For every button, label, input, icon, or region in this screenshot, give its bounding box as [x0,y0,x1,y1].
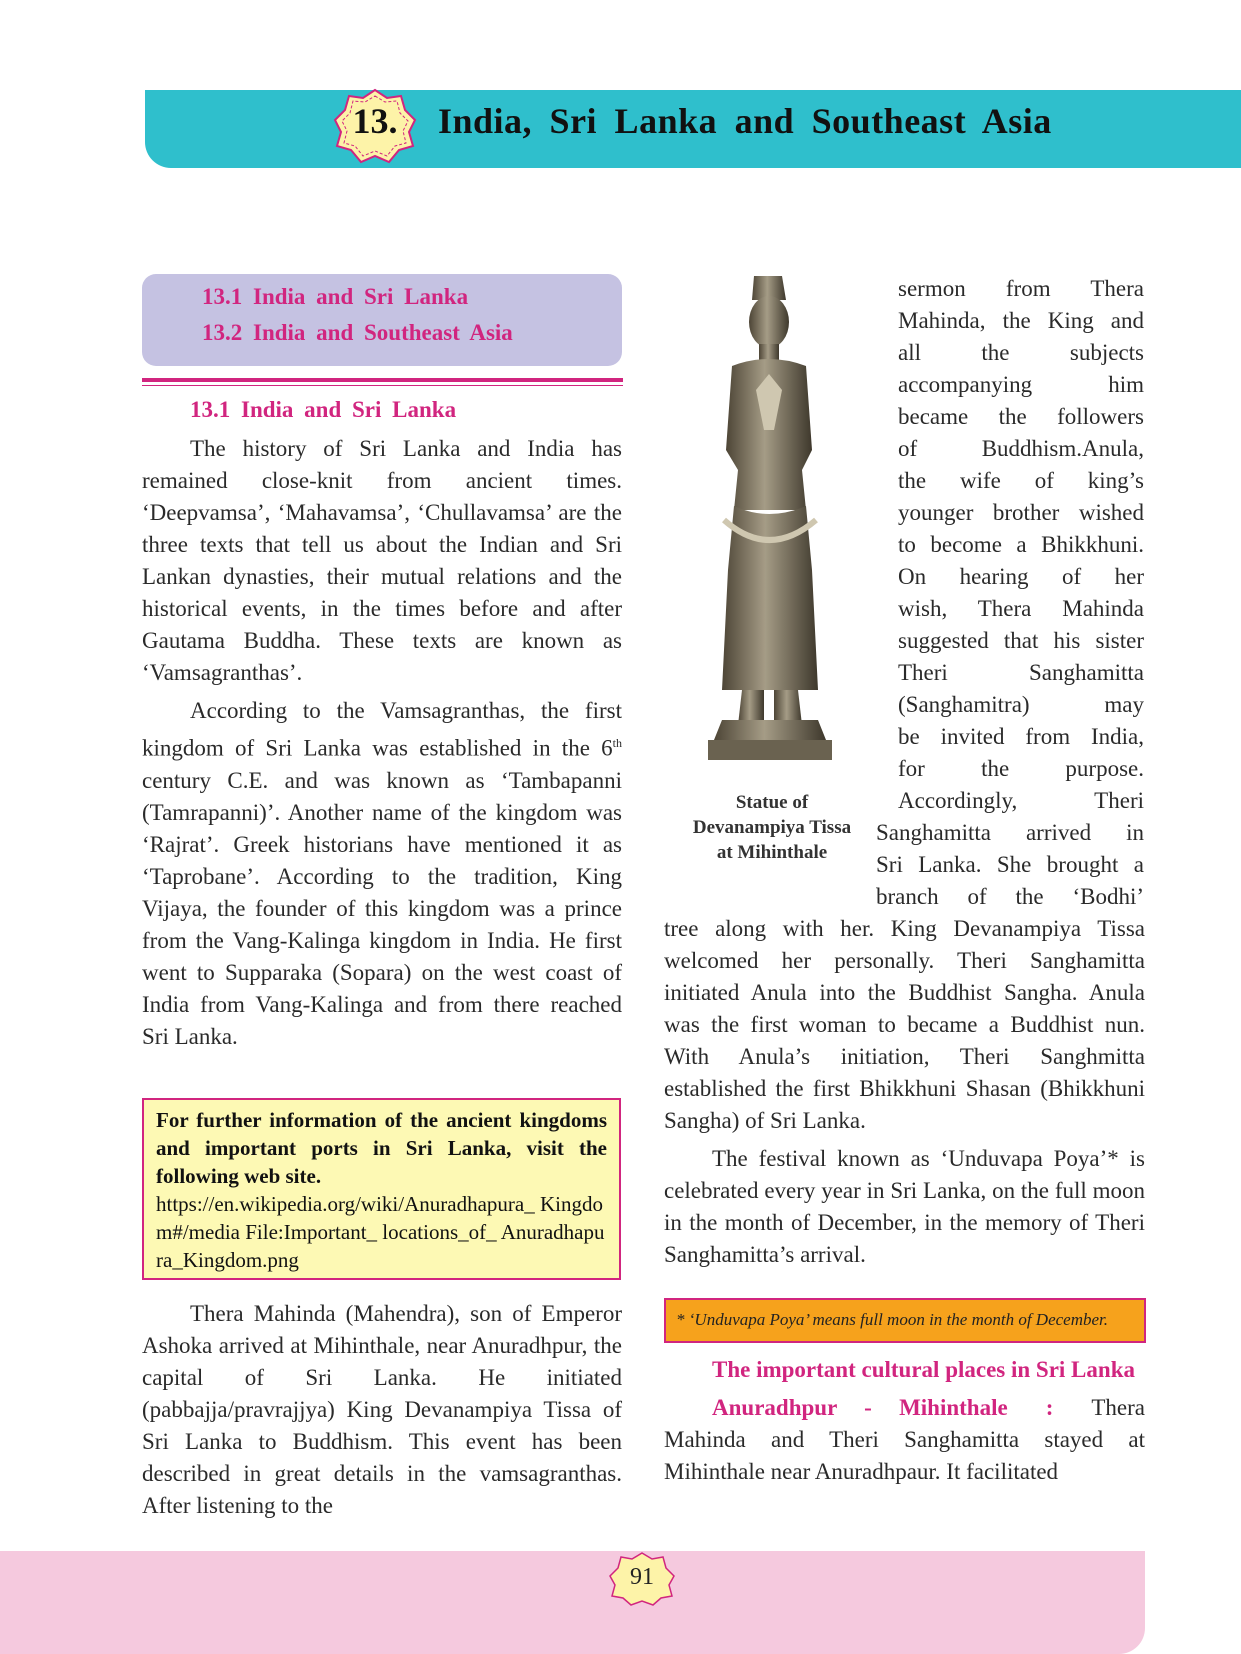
paragraph [664,1392,1145,1488]
text-line: for the purpose. [898,756,1144,781]
place-label: Anuradhpur - Mihinthale [712,1395,1008,1420]
paragraph-text: century C.E. and was known as ‘Tambapanni (Tamrapanni)’. Another name of the kingdom was ‘Rajrat’. Greek historians have mentioned it as ‘Taprobane’. According to the tradition, King Vijaya, the founder of this kingdom was a prince from the Vang-Kalinga kingdom in India. He first went to Supparaka (Sopara) on the west coast of India from Vang-Kalinga and from there reached Sri Lanka. [142,767,622,1049]
caption-line: at Mihinthale [716,842,828,863]
text-line: Mahinda, the King and [898,308,1144,333]
text-line: younger brother wished [898,500,1144,525]
divider [142,385,623,386]
toc-box [142,274,622,366]
left-column-text-1 [142,433,622,1053]
right-column-mid-text [876,817,1144,913]
statue-caption [676,790,868,865]
toc-item-2: 13.2 India and Southeast Asia [202,320,513,345]
text-line: branch of the ‘Bodhi’ [876,884,1144,909]
text-line: Sri Lanka. She brought a [876,852,1144,877]
text-line: all the subjects [898,340,1144,365]
text-line: suggested that his sister [898,628,1144,653]
text-line: (Sanghamitra) may [898,692,1144,717]
paragraph: Thera Mahinda (Mahendra), son of Emperor Ashoka arrived at Mihinthale, near Anuradhpur, the capital of Sri Lanka. He initiated (pabbajja/pravrajjya) King Devanampiya Tissa of Sri Lanka to Buddhism. This event has been described in great details in the vamsagranthas. After listening to the [142,1301,622,1518]
chapter-title: India, Sri Lanka and Southeast Asia [438,101,1052,141]
text-line: wish, Thera Mahinda [898,596,1144,621]
cultural-places-section [664,1354,1145,1488]
right-column-narrow-text [898,273,1144,817]
paragraph: The history of Sri Lanka and India has remained close-knit from ancient times. ‘Deepvamsa’, ‘Mahavamsa’, ‘Chullavamsa’ are the three texts that tell us about the Indian and Sri Lankan dynasties, their mutual relations and the historical events, in the times before and after Gautama Buddha. These texts are known as ‘Vamsagranthas’. [142,436,622,685]
section-heading: 13.1 India and Sri Lanka [190,397,457,422]
place-colon: : [1045,1395,1054,1420]
text-line: became the followers [898,404,1144,429]
statue-image [694,270,844,785]
text-line: accompanying him [898,372,1144,397]
paragraph-text: According to the Vamsagranthas, the first kingdom of Sri Lanka was established in the 6 [142,698,622,761]
text-line: sermon from Thera [898,276,1144,301]
text-line: On hearing of her [898,564,1144,589]
text-line: Sanghamitta arrived in [876,820,1144,845]
chapter-number: 13. [352,101,398,141]
text-line: Accordingly, Theri [898,788,1144,813]
cultural-places-heading: The important cultural places in Sri Lanka [712,1357,1135,1382]
page-number: 91 [630,1564,654,1590]
paragraph: tree along with her. King Devanampiya Tissa welcomed her personally. Theri Sanghamitta initiated Anula into the Buddhist Sangha. Anula was the first woman to became a Buddhist nun. With Anula’s initiation, Theri Sanghmitta established the first Bhikkhuni Shasan (Bhikkhuni Sangha) of Sri Lanka. [664,916,1145,1133]
info-box [142,1098,621,1280]
paragraph: The festival known as ‘Unduvapa Poya’* is celebrated every year in Sri Lanka, on the full moon in the month of December, in the memory of Theri Sanghamitta’s arrival. [664,1146,1145,1267]
divider [142,378,623,382]
text-line: Theri Sanghamitta [898,660,1144,685]
footnote-box: * ‘Unduvapa Poya’ means full moon in the month of December. [664,1298,1146,1343]
text-line: the wife of king’s [898,468,1144,493]
info-box-text: For further information of the ancient kingdoms and important ports in Sri Lanka, visit the following web site. [156,1108,607,1188]
place-text: Thera Mahinda and Theri Sanghamitta stayed at Mihinthale near Anuradhpaur. It facilitated [664,1395,1145,1484]
left-column-text-2 [142,1298,622,1522]
text-line: of Buddhism.Anula, [898,436,1144,461]
footer-band [0,1551,1145,1654]
superscript: th [612,736,622,750]
toc-item-1: 13.1 India and Sri Lanka [202,284,469,309]
caption-line: Statue of [735,792,809,813]
paragraph [142,695,622,1053]
caption-line: Devanampiya Tissa [692,817,852,838]
text-line: be invited from India, [898,724,1144,749]
info-box-url[interactable]: https://en.wikipedia.org/wiki/Anuradhapura_ Kingdom#/media File:Important_ locations_of_ Anuradhapura_Kingdom.png [156,1192,605,1272]
right-column-wide-text [664,913,1145,1271]
text-line: to become a Bhikkhuni. [898,532,1144,557]
